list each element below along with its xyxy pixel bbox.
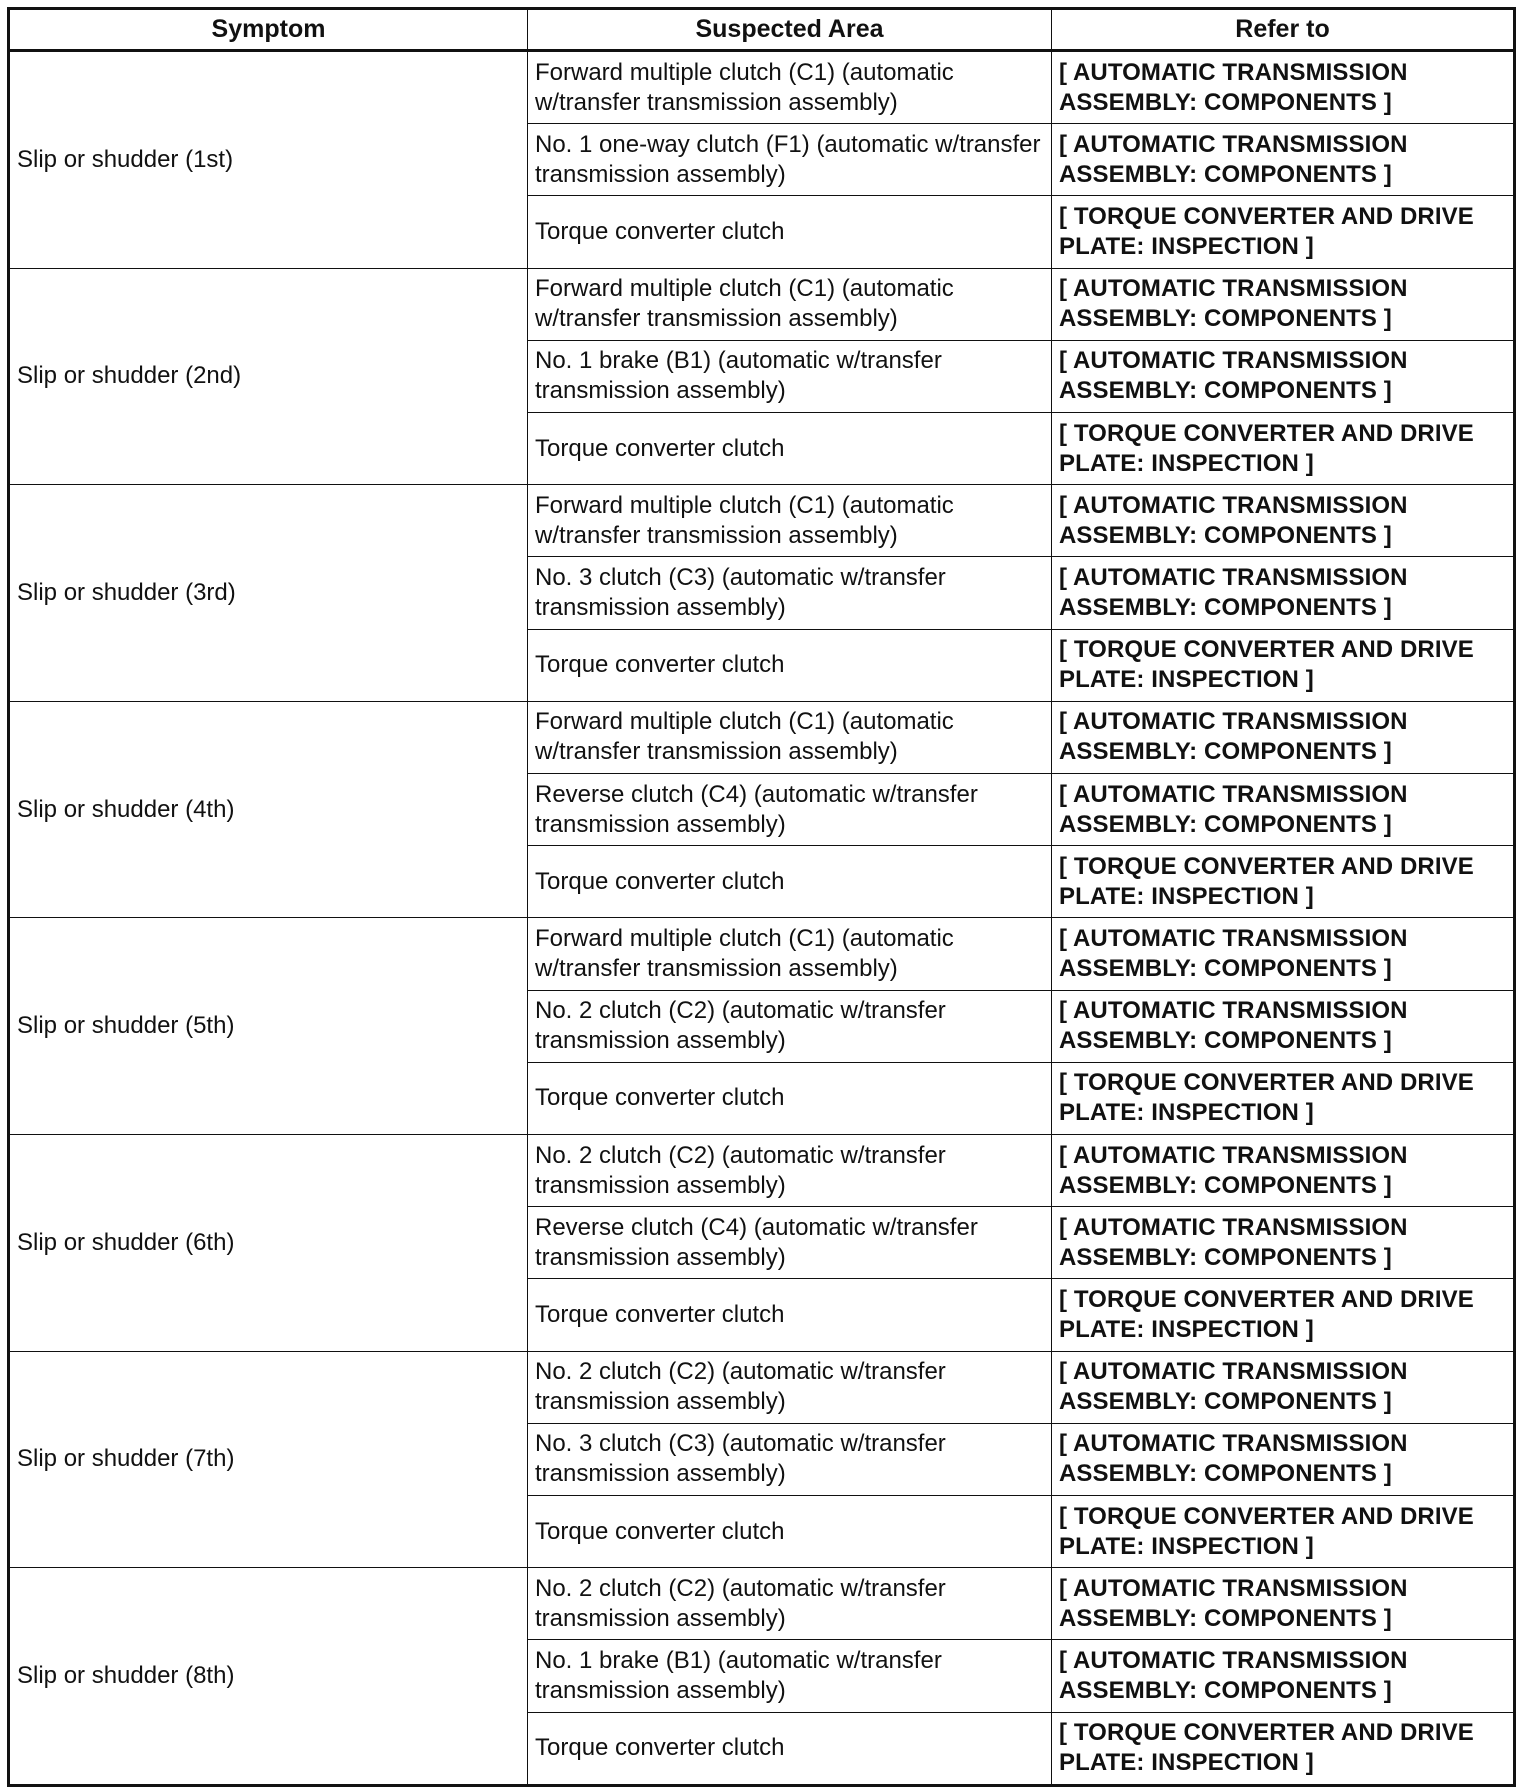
refer-to-link[interactable]: [ TORQUE CONVERTER AND DRIVE PLATE: INSPECTION ]: [1052, 196, 1515, 268]
suspected-area-cell: Reverse clutch (C4) (automatic w/transfer transmission assembly): [528, 1207, 1052, 1279]
symptom-cell: Slip or shudder (2nd): [9, 268, 528, 485]
refer-to-link[interactable]: [ AUTOMATIC TRANSMISSION ASSEMBLY: COMPONENTS ]: [1052, 1423, 1515, 1495]
suspected-area-cell: Torque converter clutch: [528, 1496, 1052, 1568]
refer-to-link[interactable]: [ AUTOMATIC TRANSMISSION ASSEMBLY: COMPONENTS ]: [1052, 268, 1515, 340]
suspected-area-cell: Torque converter clutch: [528, 1062, 1052, 1134]
refer-to-link[interactable]: [ AUTOMATIC TRANSMISSION ASSEMBLY: COMPONENTS ]: [1052, 1640, 1515, 1712]
table-row: [9, 918, 1515, 990]
header-row: [9, 9, 1515, 51]
symptom-cell: Slip or shudder (1st): [9, 51, 528, 269]
refer-to-link[interactable]: [ AUTOMATIC TRANSMISSION ASSEMBLY: COMPONENTS ]: [1052, 1135, 1515, 1207]
refer-to-link[interactable]: [ TORQUE CONVERTER AND DRIVE PLATE: INSPECTION ]: [1052, 629, 1515, 701]
symptom-cell: Slip or shudder (3rd): [9, 485, 528, 702]
suspected-area-cell: Torque converter clutch: [528, 413, 1052, 485]
suspected-area-cell: Forward multiple clutch (C1) (automatic w/transfer transmission assembly): [528, 701, 1052, 773]
table-row: [9, 1135, 1515, 1207]
refer-to-link[interactable]: [ TORQUE CONVERTER AND DRIVE PLATE: INSPECTION ]: [1052, 1062, 1515, 1134]
suspected-area-cell: Forward multiple clutch (C1) (automatic w/transfer transmission assembly): [528, 485, 1052, 557]
symptom-cell: Slip or shudder (7th): [9, 1351, 528, 1568]
suspected-area-cell: No. 2 clutch (C2) (automatic w/transfer transmission assembly): [528, 1135, 1052, 1207]
refer-to-link[interactable]: [ TORQUE CONVERTER AND DRIVE PLATE: INSPECTION ]: [1052, 1712, 1515, 1785]
refer-to-link[interactable]: [ AUTOMATIC TRANSMISSION ASSEMBLY: COMPONENTS ]: [1052, 340, 1515, 412]
refer-to-link[interactable]: [ TORQUE CONVERTER AND DRIVE PLATE: INSPECTION ]: [1052, 846, 1515, 918]
suspected-area-cell: Forward multiple clutch (C1) (automatic w/transfer transmission assembly): [528, 268, 1052, 340]
header-symptom: Symptom: [9, 9, 528, 51]
table-body: [9, 51, 1515, 1786]
refer-to-link[interactable]: [ AUTOMATIC TRANSMISSION ASSEMBLY: COMPONENTS ]: [1052, 701, 1515, 773]
suspected-area-cell: No. 3 clutch (C3) (automatic w/transfer transmission assembly): [528, 1423, 1052, 1495]
suspected-area-cell: Torque converter clutch: [528, 196, 1052, 268]
suspected-area-cell: Reverse clutch (C4) (automatic w/transfer transmission assembly): [528, 774, 1052, 846]
refer-to-link[interactable]: [ TORQUE CONVERTER AND DRIVE PLATE: INSPECTION ]: [1052, 413, 1515, 485]
suspected-area-cell: No. 2 clutch (C2) (automatic w/transfer transmission assembly): [528, 1351, 1052, 1423]
refer-to-link[interactable]: [ AUTOMATIC TRANSMISSION ASSEMBLY: COMPONENTS ]: [1052, 485, 1515, 557]
table-row: [9, 51, 1515, 124]
refer-to-link[interactable]: [ AUTOMATIC TRANSMISSION ASSEMBLY: COMPONENTS ]: [1052, 124, 1515, 196]
suspected-area-cell: Torque converter clutch: [528, 1279, 1052, 1351]
suspected-area-cell: Forward multiple clutch (C1) (automatic w/transfer transmission assembly): [528, 918, 1052, 990]
symptom-table: [7, 7, 1516, 1787]
suspected-area-cell: Torque converter clutch: [528, 629, 1052, 701]
header-suspected-area: Suspected Area: [528, 9, 1052, 51]
table-row: [9, 701, 1515, 773]
refer-to-link[interactable]: [ AUTOMATIC TRANSMISSION ASSEMBLY: COMPONENTS ]: [1052, 990, 1515, 1062]
suspected-area-cell: No. 1 brake (B1) (automatic w/transfer transmission assembly): [528, 340, 1052, 412]
symptom-cell: Slip or shudder (6th): [9, 1135, 528, 1352]
refer-to-link[interactable]: [ AUTOMATIC TRANSMISSION ASSEMBLY: COMPONENTS ]: [1052, 1351, 1515, 1423]
refer-to-link[interactable]: [ AUTOMATIC TRANSMISSION ASSEMBLY: COMPONENTS ]: [1052, 774, 1515, 846]
table-row: [9, 268, 1515, 340]
refer-to-link[interactable]: [ AUTOMATIC TRANSMISSION ASSEMBLY: COMPONENTS ]: [1052, 918, 1515, 990]
suspected-area-cell: Forward multiple clutch (C1) (automatic w/transfer transmission assembly): [528, 51, 1052, 124]
table-row: [9, 485, 1515, 557]
refer-to-link[interactable]: [ AUTOMATIC TRANSMISSION ASSEMBLY: COMPONENTS ]: [1052, 1568, 1515, 1640]
header-refer-to: Refer to: [1052, 9, 1515, 51]
suspected-area-cell: No. 3 clutch (C3) (automatic w/transfer transmission assembly): [528, 557, 1052, 629]
suspected-area-cell: No. 1 brake (B1) (automatic w/transfer transmission assembly): [528, 1640, 1052, 1712]
suspected-area-cell: Torque converter clutch: [528, 846, 1052, 918]
refer-to-link[interactable]: [ TORQUE CONVERTER AND DRIVE PLATE: INSPECTION ]: [1052, 1279, 1515, 1351]
symptom-cell: Slip or shudder (5th): [9, 918, 528, 1135]
suspected-area-cell: No. 2 clutch (C2) (automatic w/transfer transmission assembly): [528, 990, 1052, 1062]
refer-to-link[interactable]: [ AUTOMATIC TRANSMISSION ASSEMBLY: COMPONENTS ]: [1052, 51, 1515, 124]
suspected-area-cell: No. 1 one-way clutch (F1) (automatic w/transfer transmission assembly): [528, 124, 1052, 196]
refer-to-link[interactable]: [ TORQUE CONVERTER AND DRIVE PLATE: INSPECTION ]: [1052, 1496, 1515, 1568]
symptom-cell: Slip or shudder (8th): [9, 1568, 528, 1786]
symptom-cell: Slip or shudder (4th): [9, 701, 528, 918]
table-row: [9, 1568, 1515, 1640]
table-header: [9, 9, 1515, 51]
table-row: [9, 1351, 1515, 1423]
refer-to-link[interactable]: [ AUTOMATIC TRANSMISSION ASSEMBLY: COMPONENTS ]: [1052, 557, 1515, 629]
suspected-area-cell: Torque converter clutch: [528, 1712, 1052, 1785]
suspected-area-cell: No. 2 clutch (C2) (automatic w/transfer transmission assembly): [528, 1568, 1052, 1640]
refer-to-link[interactable]: [ AUTOMATIC TRANSMISSION ASSEMBLY: COMPONENTS ]: [1052, 1207, 1515, 1279]
